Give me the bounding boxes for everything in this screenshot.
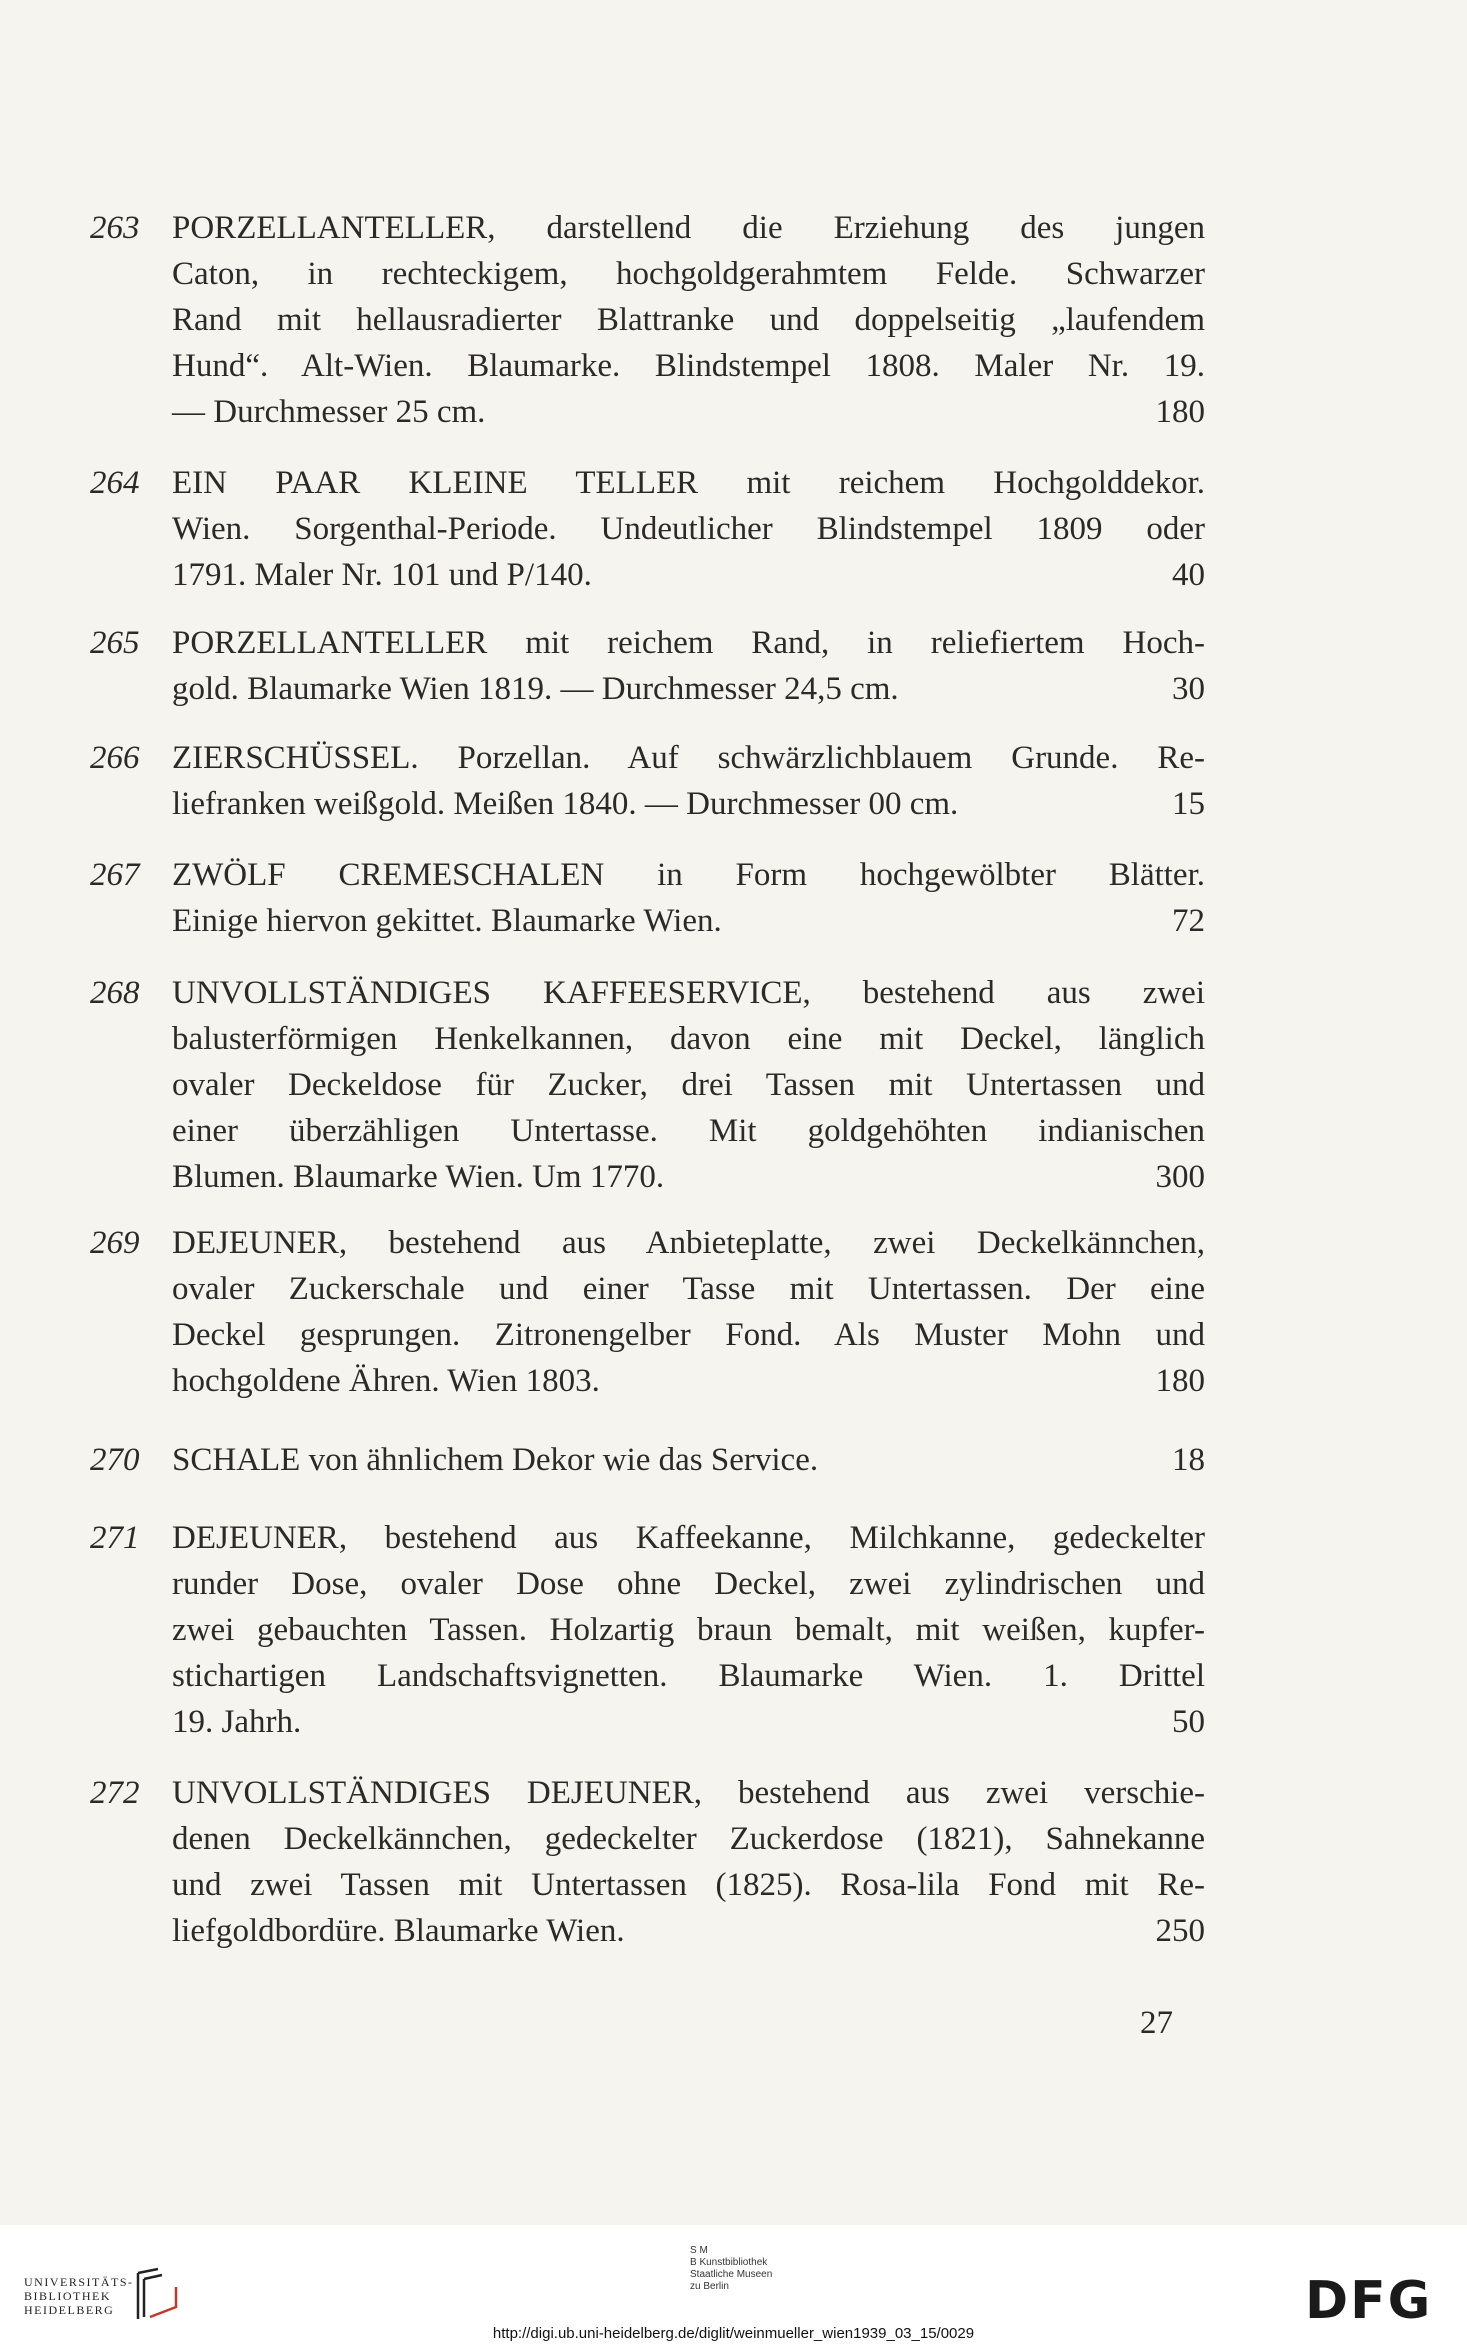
description-line bbox=[172, 1220, 1205, 1266]
entry-description bbox=[172, 1770, 1205, 1954]
description-text: denen Deckelkännchen, gedeckelter Zuckerdose (1821), Sahnekanne bbox=[172, 1821, 1205, 1857]
description-line bbox=[172, 1062, 1205, 1108]
description-text: einer überzähligen Untertasse. Mit goldgehöhten indianischen bbox=[172, 1113, 1205, 1149]
entry-description bbox=[172, 1515, 1205, 1745]
description-line bbox=[172, 1607, 1205, 1653]
entry-description bbox=[172, 620, 1205, 712]
description-text: 1791. Maler Nr. 101 und P/140. bbox=[172, 557, 592, 593]
description-text: UNVOLLSTÄNDIGES KAFFEESERVICE, bestehend aus zwei bbox=[172, 975, 1205, 1011]
description-text: und zwei Tassen mit Untertassen (1825). Rosa-lila Fond mit Re- bbox=[172, 1867, 1205, 1903]
lot-price: 15 bbox=[1172, 786, 1205, 822]
description-line bbox=[172, 735, 1205, 781]
description-text: EIN PAAR KLEINE TELLER mit reichem Hochgolddekor. bbox=[172, 465, 1205, 501]
description-line bbox=[172, 460, 1205, 506]
lot-number: 266 bbox=[90, 740, 140, 776]
lot-number: 268 bbox=[90, 975, 140, 1011]
description-line bbox=[172, 1266, 1205, 1312]
description-line bbox=[172, 343, 1205, 389]
lot-price: 18 bbox=[1172, 1442, 1205, 1478]
description-line bbox=[172, 1561, 1205, 1607]
dfg-logo: DFG bbox=[1305, 2271, 1433, 2331]
entry-description bbox=[172, 460, 1205, 598]
page-number: 27 bbox=[1140, 2005, 1173, 2041]
description-text: ZIERSCHÜSSEL. Porzellan. Auf schwärzlichblauem Grunde. Re- bbox=[172, 740, 1205, 776]
description-line bbox=[172, 970, 1205, 1016]
description-line bbox=[172, 389, 1205, 435]
entry-description bbox=[172, 1220, 1205, 1404]
description-line bbox=[172, 1016, 1205, 1062]
description-text: Einige hiervon gekittet. Blaumarke Wien. bbox=[172, 903, 722, 939]
description-line bbox=[172, 852, 1205, 898]
description-text: PORZELLANTELLER, darstellend die Erziehung des jungen bbox=[172, 210, 1205, 246]
description-text: Rand mit hellausradierter Blattranke und doppelseitig „laufendem bbox=[172, 302, 1205, 338]
lot-number: 263 bbox=[90, 210, 140, 246]
description-text: balusterförmigen Henkelkannen, davon eine mit Deckel, länglich bbox=[172, 1021, 1205, 1057]
description-text: Hund“. Alt-Wien. Blaumarke. Blindstempel 1808. Maler Nr. 19. bbox=[172, 348, 1205, 384]
description-text: SCHALE von ähnlichem Dekor wie das Service. bbox=[172, 1442, 819, 1478]
lot-price: 250 bbox=[1155, 1913, 1205, 1949]
description-line bbox=[172, 1699, 1205, 1745]
lot-price: 300 bbox=[1155, 1159, 1205, 1195]
lot-price: 180 bbox=[1155, 1363, 1205, 1399]
description-text: 19. Jahrh. bbox=[172, 1704, 302, 1740]
description-line bbox=[172, 1154, 1205, 1200]
description-line bbox=[172, 666, 1205, 712]
lot-price: 72 bbox=[1172, 903, 1205, 939]
source-url-link[interactable]: http://digi.ub.uni-heidelberg.de/diglit/weinmueller_wien1939_03_15/0029 bbox=[492, 2325, 975, 2342]
description-line bbox=[172, 781, 1205, 827]
description-line bbox=[172, 1108, 1205, 1154]
lot-price: 30 bbox=[1172, 671, 1205, 707]
description-line bbox=[172, 251, 1205, 297]
description-line bbox=[172, 1908, 1205, 1954]
description-line bbox=[172, 1312, 1205, 1358]
entry-description bbox=[172, 735, 1205, 827]
description-text: Wien. Sorgenthal-Periode. Undeutlicher Blindstempel 1809 oder bbox=[172, 511, 1205, 547]
description-text: stichartigen Landschaftsvignetten. Blaumarke Wien. 1. Drittel bbox=[172, 1658, 1205, 1694]
description-line bbox=[172, 205, 1205, 251]
description-text: zwei gebauchten Tassen. Holzartig braun bemalt, mit weißen, kupfer- bbox=[172, 1612, 1205, 1648]
lot-number: 271 bbox=[90, 1520, 140, 1556]
description-line bbox=[172, 1816, 1205, 1862]
description-text: Caton, in rechteckigem, hochgoldgerahmtem Felde. Schwarzer bbox=[172, 256, 1205, 292]
university-emblem-icon bbox=[132, 2267, 182, 2323]
description-text: ovaler Zuckerschale und einer Tasse mit Untertassen. Der eine bbox=[172, 1271, 1205, 1307]
entry-description bbox=[172, 205, 1205, 435]
entry-description bbox=[172, 852, 1205, 944]
description-text: liefgoldbordüre. Blaumarke Wien. bbox=[172, 1913, 625, 1949]
description-text: PORZELLANTELLER mit reichem Rand, in reliefiertem Hoch- bbox=[172, 625, 1205, 661]
description-line bbox=[172, 620, 1205, 666]
sm-kunstbibliothek-logo-text: S M B Kunstbibliothek Staatliche Museen zu Berlin bbox=[690, 2245, 773, 2292]
footer bbox=[0, 2225, 1467, 2345]
description-line bbox=[172, 1358, 1205, 1404]
university-library-logo-text: UNIVERSITÄTS- BIBLIOTHEK HEIDELBERG bbox=[24, 2275, 134, 2317]
description-text: Deckel gesprungen. Zitronengelber Fond. Als Muster Mohn und bbox=[172, 1317, 1205, 1353]
description-line bbox=[172, 1770, 1205, 1816]
lot-number: 270 bbox=[90, 1442, 140, 1478]
lot-price: 180 bbox=[1155, 394, 1205, 430]
description-text: ovaler Deckeldose für Zucker, drei Tassen mit Untertassen und bbox=[172, 1067, 1205, 1103]
description-line bbox=[172, 506, 1205, 552]
description-text: hochgoldene Ähren. Wien 1803. bbox=[172, 1363, 600, 1399]
description-line bbox=[172, 297, 1205, 343]
lot-number: 264 bbox=[90, 465, 140, 501]
description-text: liefranken weißgold. Meißen 1840. — Durchmesser 00 cm. bbox=[172, 786, 959, 822]
description-text: DEJEUNER, bestehend aus Kaffeekanne, Milchkanne, gedeckelter bbox=[172, 1520, 1205, 1556]
description-line bbox=[172, 552, 1205, 598]
description-line bbox=[172, 1862, 1205, 1908]
description-text: runder Dose, ovaler Dose ohne Deckel, zwei zylindrischen und bbox=[172, 1566, 1205, 1602]
lot-number: 272 bbox=[90, 1775, 140, 1811]
description-text: Blumen. Blaumarke Wien. Um 1770. bbox=[172, 1159, 665, 1195]
lot-price: 50 bbox=[1172, 1704, 1205, 1740]
description-line bbox=[172, 1437, 1205, 1483]
description-line bbox=[172, 1653, 1205, 1699]
description-line bbox=[172, 898, 1205, 944]
description-text: DEJEUNER, bestehend aus Anbieteplatte, zwei Deckelkännchen, bbox=[172, 1225, 1205, 1261]
lot-number: 265 bbox=[90, 625, 140, 661]
entry-description bbox=[172, 970, 1205, 1200]
lot-number: 267 bbox=[90, 857, 140, 893]
lot-price: 40 bbox=[1172, 557, 1205, 593]
description-text: ZWÖLF CREMESCHALEN in Form hochgewölbter Blätter. bbox=[172, 857, 1205, 893]
description-text: UNVOLLSTÄNDIGES DEJEUNER, bestehend aus zwei verschie- bbox=[172, 1775, 1205, 1811]
description-line bbox=[172, 1515, 1205, 1561]
lot-number: 269 bbox=[90, 1225, 140, 1261]
entry-description bbox=[172, 1437, 1205, 1483]
description-text: gold. Blaumarke Wien 1819. — Durchmesser 24,5 cm. bbox=[172, 671, 899, 707]
description-text: — Durchmesser 25 cm. bbox=[172, 394, 486, 430]
